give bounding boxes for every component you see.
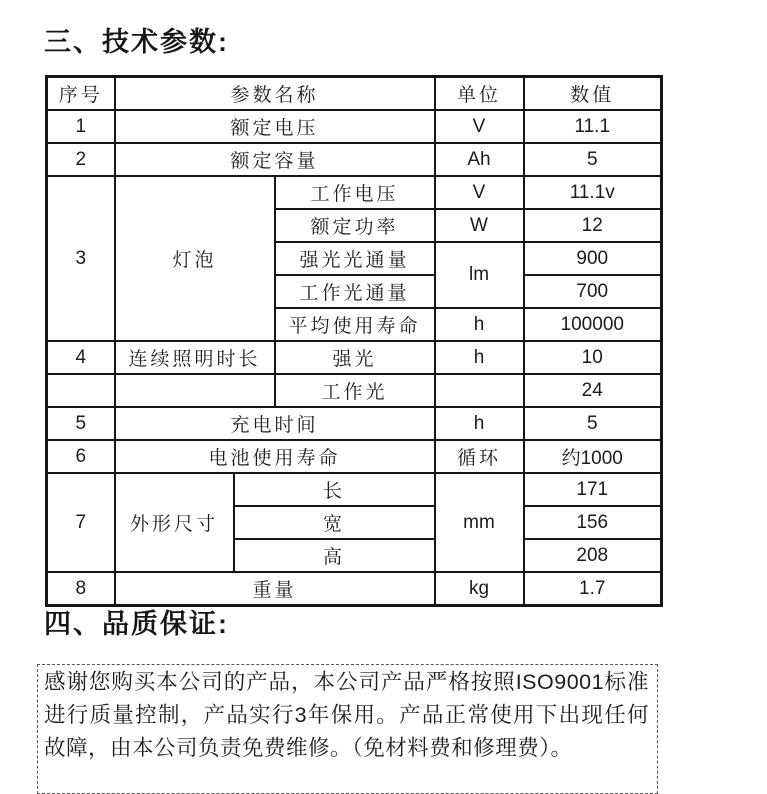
cell-subname: 高 xyxy=(234,539,435,572)
table-row xyxy=(47,407,662,440)
cell-unit: Ah xyxy=(435,143,524,176)
table-header-row xyxy=(47,77,662,111)
table-row xyxy=(47,440,662,473)
cell-group: 灯泡 xyxy=(115,176,275,341)
cell-unit: h xyxy=(435,407,524,440)
col-header-value: 数值 xyxy=(524,77,662,111)
table-row xyxy=(47,572,662,606)
cell-value: 5 xyxy=(524,407,662,440)
cell-no: 7 xyxy=(47,473,115,572)
cell-subname: 强光 xyxy=(275,341,435,374)
guarantee-box xyxy=(37,664,658,794)
cell-unit-empty xyxy=(435,374,524,407)
guarantee-text: 感谢您购买本公司的产品，本公司产品严格按照ISO9001标准进行质量控制，产品实行3年保用。产品正常使用下出现任何故障，由本公司负责免费维修。（免材料费和修理费）。 xyxy=(44,670,649,760)
cell-value: 208 xyxy=(524,539,662,572)
cell-unit: mm xyxy=(435,473,524,572)
cell-unit: h xyxy=(435,308,524,341)
cell-value: 5 xyxy=(524,143,662,176)
cell-subname: 平均使用寿命 xyxy=(275,308,435,341)
cell-group: 外形尺寸 xyxy=(115,473,234,572)
cell-unit: V xyxy=(435,110,524,143)
quality-heading: 四、品质保证: xyxy=(44,609,229,639)
table-row xyxy=(47,143,662,176)
cell-no: 2 xyxy=(47,143,115,176)
tech-params-heading: 三、技术参数: xyxy=(44,27,229,57)
cell-value: 1.7 xyxy=(524,572,662,606)
cell-name: 重量 xyxy=(115,572,435,606)
table-row xyxy=(47,341,662,374)
cell-subname: 工作电压 xyxy=(275,176,435,209)
cell-no: 4 xyxy=(47,341,115,374)
cell-name: 额定容量 xyxy=(115,143,435,176)
cell-no: 8 xyxy=(47,572,115,606)
cell-unit: 循环 xyxy=(435,440,524,473)
cell-value: 11.1 xyxy=(524,110,662,143)
cell-subname: 强光光通量 xyxy=(275,242,435,275)
table-row xyxy=(47,473,662,506)
cell-unit: kg xyxy=(435,572,524,606)
cell-value: 12 xyxy=(524,209,662,242)
cell-no: 3 xyxy=(47,176,115,341)
cell-value: 156 xyxy=(524,506,662,539)
table-row xyxy=(47,374,662,407)
cell-name: 额定电压 xyxy=(115,110,435,143)
cell-subname: 工作光 xyxy=(275,374,435,407)
cell-value: 24 xyxy=(524,374,662,407)
cell-value: 171 xyxy=(524,473,662,506)
cell-value: 900 xyxy=(524,242,662,275)
table-row xyxy=(47,176,662,209)
cell-value: 约1000 xyxy=(524,440,662,473)
cell-subname: 长 xyxy=(234,473,435,506)
col-header-name: 参数名称 xyxy=(115,77,435,111)
cell-unit: V xyxy=(435,176,524,209)
cell-name: 电池使用寿命 xyxy=(115,440,435,473)
cell-no-empty xyxy=(47,374,115,407)
cell-value: 11.1v xyxy=(524,176,662,209)
col-header-unit: 单位 xyxy=(435,77,524,111)
cell-subname: 宽 xyxy=(234,506,435,539)
cell-subname: 额定功率 xyxy=(275,209,435,242)
cell-unit: W xyxy=(435,209,524,242)
cell-name: 充电时间 xyxy=(115,407,435,440)
cell-unit: lm xyxy=(435,242,524,308)
cell-group: 连续照明时长 xyxy=(115,341,275,374)
cell-unit: h xyxy=(435,341,524,374)
cell-no: 5 xyxy=(47,407,115,440)
cell-no: 6 xyxy=(47,440,115,473)
col-header-index: 序号 xyxy=(47,77,115,111)
table-row xyxy=(47,110,662,143)
cell-group-empty xyxy=(115,374,275,407)
tech-params-table xyxy=(45,75,663,607)
cell-value: 10 xyxy=(524,341,662,374)
cell-no: 1 xyxy=(47,110,115,143)
cell-value: 100000 xyxy=(524,308,662,341)
cell-subname: 工作光通量 xyxy=(275,275,435,308)
cell-value: 700 xyxy=(524,275,662,308)
